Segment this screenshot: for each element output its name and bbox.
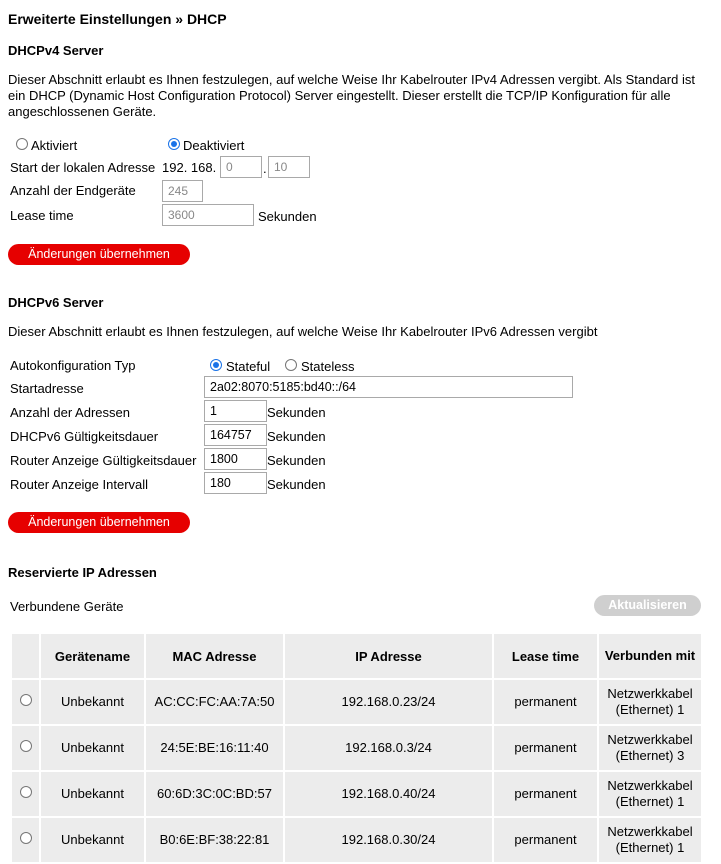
stateless-label: Stateless bbox=[301, 359, 355, 374]
stateful-radio[interactable] bbox=[210, 359, 222, 371]
address-count-input[interactable]: 1 bbox=[204, 400, 267, 422]
dhcpv6-validity-label: DHCPv6 Gültigkeitsdauer bbox=[10, 429, 159, 444]
dhcpv4-description: Dieser Abschnitt erlaubt es Ihnen festzulegen, auf welche Weise Ihr Kabelrouter IPv4 Adressen vergibt. Als Standard ist ein DHCP (Dynamic Host Configuration Protocol) Server eingestellt. Dieser erstellt die TCP/IP Konfiguration für alle angeschlossenen Geräte. bbox=[8, 72, 695, 119]
dhcpv4-disabled-label: Deaktiviert bbox=[183, 138, 245, 153]
ra-validity-label: Router Anzeige Gültigkeitsdauer bbox=[10, 453, 197, 468]
dhcpv6-validity-input[interactable]: 164757 bbox=[204, 424, 267, 446]
octet-separator: . bbox=[263, 161, 267, 176]
ipv6-start-address-label: Startadresse bbox=[10, 381, 84, 396]
dhcpv6-apply-button[interactable]: Änderungen übernehmen bbox=[8, 512, 190, 533]
ra-interval-label: Router Anzeige Intervall bbox=[10, 477, 149, 492]
connected-via-line1: Netzwerkkabel bbox=[607, 732, 693, 747]
address-count-label: Anzahl der Adressen bbox=[10, 405, 130, 420]
table-row bbox=[11, 725, 702, 771]
connected-via-line2: (Ethernet) 1 bbox=[615, 794, 685, 809]
mac-address: 60:6D:3C:0C:BD:57 bbox=[145, 771, 284, 817]
row-select-radio[interactable] bbox=[20, 694, 32, 706]
lease-time: permanent bbox=[493, 817, 598, 863]
ip-address: 192.168.0.23/24 bbox=[284, 679, 493, 725]
device-name: Unbekannt bbox=[40, 725, 145, 771]
dhcpv4-title: DHCPv4 Server bbox=[8, 43, 104, 58]
lease-time: permanent bbox=[493, 725, 598, 771]
column-header-name: Gerätename bbox=[40, 633, 145, 679]
dhcpv4-enabled-radio[interactable] bbox=[16, 138, 28, 150]
lease-time: permanent bbox=[493, 771, 598, 817]
column-header-ip: IP Adresse bbox=[284, 633, 493, 679]
mac-address: 24:5E:BE:16:11:40 bbox=[145, 725, 284, 771]
connected-via-line2: (Ethernet) 3 bbox=[615, 748, 685, 763]
select-column-header bbox=[11, 633, 40, 679]
row-select-radio[interactable] bbox=[20, 786, 32, 798]
table-row bbox=[11, 679, 702, 725]
table-row bbox=[11, 817, 702, 863]
device-name: Unbekannt bbox=[40, 817, 145, 863]
connected-via-line1: Netzwerkkabel bbox=[607, 778, 693, 793]
connected-via-line2: (Ethernet) 1 bbox=[615, 702, 685, 717]
ip-address: 192.168.0.40/24 bbox=[284, 771, 493, 817]
row-select-radio[interactable] bbox=[20, 740, 32, 752]
start-address-octet3-input[interactable]: 0 bbox=[220, 156, 262, 178]
table-header-row bbox=[11, 633, 702, 679]
connected-via-line1: Netzwerkkabel bbox=[607, 686, 693, 701]
mac-address: AC:CC:FC:AA:7A:50 bbox=[145, 679, 284, 725]
lease-time-unit: Sekunden bbox=[258, 209, 317, 224]
row-select-radio[interactable] bbox=[20, 832, 32, 844]
ra-validity-unit: Sekunden bbox=[267, 453, 326, 468]
ip-address: 192.168.0.3/24 bbox=[284, 725, 493, 771]
connected-via bbox=[598, 679, 702, 725]
device-count-label: Anzahl der Endgeräte bbox=[10, 183, 136, 198]
device-name: Unbekannt bbox=[40, 679, 145, 725]
device-count-input[interactable]: 245 bbox=[162, 180, 203, 202]
start-address-prefix: 192. 168. bbox=[162, 160, 217, 175]
column-header-mac: MAC Adresse bbox=[145, 633, 284, 679]
stateful-label: Stateful bbox=[226, 359, 271, 374]
dhcpv4-enabled-label: Aktiviert bbox=[31, 138, 78, 153]
dhcpv4-apply-button[interactable]: Änderungen übernehmen bbox=[8, 244, 190, 265]
start-address-label: Start der lokalen Adresse bbox=[10, 160, 156, 175]
dhcpv6-title: DHCPv6 Server bbox=[8, 295, 104, 310]
page-title: Erweiterte Einstellungen » DHCP bbox=[8, 11, 227, 27]
connected-via-line1: Netzwerkkabel bbox=[607, 824, 693, 839]
connected-via bbox=[598, 771, 702, 817]
dhcpv4-disabled-radio[interactable] bbox=[168, 138, 180, 150]
dhcpv6-description: Dieser Abschnitt erlaubt es Ihnen festzulegen, auf welche Weise Ihr Kabelrouter IPv6 Adressen vergibt bbox=[8, 324, 598, 339]
ra-interval-input[interactable]: 180 bbox=[204, 472, 267, 494]
stateless-radio[interactable] bbox=[285, 359, 297, 371]
address-count-unit: Sekunden bbox=[267, 405, 326, 420]
connected-devices-label: Verbundene Geräte bbox=[10, 599, 124, 614]
mac-address: B0:6E:BF:38:22:81 bbox=[145, 817, 284, 863]
column-header-lease: Lease time bbox=[493, 633, 598, 679]
start-address-octet4-input[interactable]: 10 bbox=[268, 156, 310, 178]
dhcpv6-validity-unit: Sekunden bbox=[267, 429, 326, 444]
reserved-ip-title: Reservierte IP Adressen bbox=[8, 565, 157, 580]
connected-via bbox=[598, 725, 702, 771]
table-row bbox=[11, 771, 702, 817]
lease-time-input[interactable]: 3600 bbox=[162, 204, 254, 226]
device-name: Unbekannt bbox=[40, 771, 145, 817]
connected-via-line2: (Ethernet) 1 bbox=[615, 840, 685, 855]
ra-interval-unit: Sekunden bbox=[267, 477, 326, 492]
column-header-connected: Verbunden mit bbox=[598, 633, 702, 679]
connected-devices-table bbox=[10, 632, 703, 864]
lease-time-label: Lease time bbox=[10, 208, 74, 223]
ipv6-start-address-input[interactable]: 2a02:8070:5185:bd40::/64 bbox=[204, 376, 573, 398]
connected-via bbox=[598, 817, 702, 863]
refresh-button[interactable]: Aktualisieren bbox=[594, 595, 701, 616]
ip-address: 192.168.0.30/24 bbox=[284, 817, 493, 863]
autoconf-type-label: Autokonfiguration Typ bbox=[10, 358, 136, 373]
lease-time: permanent bbox=[493, 679, 598, 725]
ra-validity-input[interactable]: 1800 bbox=[204, 448, 267, 470]
